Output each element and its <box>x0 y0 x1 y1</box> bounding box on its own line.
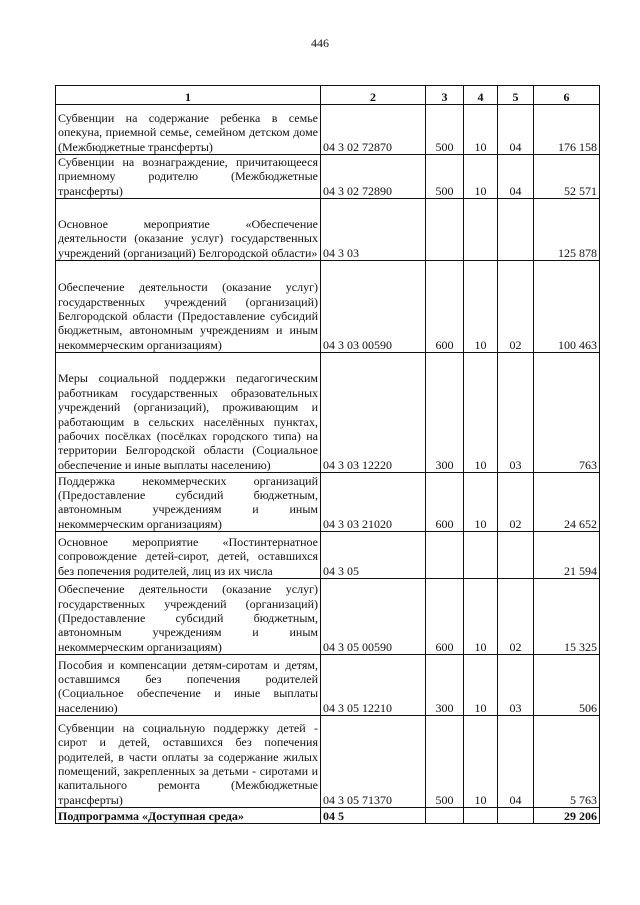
row-name: Основное мероприятие «Обеспечение деятельности (оказание услуг) государственных учреждений (организаций) Белгородской области» <box>56 199 321 261</box>
row-amount: 24 652 <box>534 473 600 532</box>
subprogram-col-5 <box>498 808 534 824</box>
page-number: 446 <box>311 36 329 50</box>
row-col-5: 03 <box>498 655 534 716</box>
subprogram-name: Подпрограмма «Доступная среда» <box>56 808 321 824</box>
table-row <box>56 353 600 473</box>
header-col-2: 2 <box>321 86 426 105</box>
row-col-4: 10 <box>464 716 498 808</box>
row-amount: 52 571 <box>534 155 600 199</box>
row-amount: 5 763 <box>534 716 600 808</box>
row-amount: 21 594 <box>534 532 600 579</box>
row-col-3: 300 <box>426 353 464 473</box>
row-col-5: 04 <box>498 716 534 808</box>
row-code: 04 3 03 12220 <box>321 353 426 473</box>
row-col-4 <box>464 199 498 261</box>
row-col-5: 02 <box>498 261 534 353</box>
row-code: 04 3 05 12210 <box>321 655 426 716</box>
row-col-3 <box>426 199 464 261</box>
row-col-3: 600 <box>426 261 464 353</box>
row-col-4: 10 <box>464 155 498 199</box>
row-amount: 506 <box>534 655 600 716</box>
table-header-row <box>56 86 600 105</box>
table-row <box>56 473 600 532</box>
header-col-1: 1 <box>56 86 321 105</box>
row-name: Субвенции на социальную поддержку детей - сирот и детей, оставшихся без попечения родителей, в части оплаты за содержание жилых помещений, закрепленных за детьми - сиротами и капитального ремонта (Межбюджетные трансферты) <box>56 716 321 808</box>
row-col-5 <box>498 199 534 261</box>
row-code: 04 3 02 72870 <box>321 105 426 155</box>
table-row <box>56 261 600 353</box>
row-col-4: 10 <box>464 353 498 473</box>
row-col-3: 500 <box>426 105 464 155</box>
header-col-6: 6 <box>534 86 600 105</box>
row-amount: 176 158 <box>534 105 600 155</box>
row-col-4: 10 <box>464 105 498 155</box>
header-col-4: 4 <box>464 86 498 105</box>
row-name: Субвенции на вознаграждение, причитающееся приемному родителю (Межбюджетные трансферты) <box>56 155 321 199</box>
header-col-5: 5 <box>498 86 534 105</box>
row-code: 04 3 03 00590 <box>321 261 426 353</box>
row-name: Обеспечение деятельности (оказание услуг) государственных учреждений (организаций) Белгородской области (Предоставление субсидий бюджетным, автономным учреждениям и иным некоммерческим организациям) <box>56 261 321 353</box>
row-col-3: 600 <box>426 579 464 655</box>
row-col-5: 02 <box>498 473 534 532</box>
budget-table <box>55 85 600 824</box>
header-col-3: 3 <box>426 86 464 105</box>
table-row <box>56 105 600 155</box>
row-col-3 <box>426 532 464 579</box>
row-code: 04 3 05 71370 <box>321 716 426 808</box>
table-row <box>56 155 600 199</box>
row-amount: 100 463 <box>534 261 600 353</box>
row-col-4 <box>464 532 498 579</box>
row-amount: 125 878 <box>534 199 600 261</box>
row-name: Меры социальной поддержки педагогическим работникам государственных образовательных учреждений (организаций), проживающим и работающим в сельских населённых пунктах, рабочих посёлках (посёлках городского типа) на территории Белгородской области (Социальное обеспечение и иные выплаты населению) <box>56 353 321 473</box>
row-name: Обеспечение деятельности (оказание услуг) государственных учреждений (организаций) (Предоставление субсидий бюджетным, автономным учреждениям и иным некоммерческим организациям) <box>56 579 321 655</box>
table-row <box>56 716 600 808</box>
subprogram-total-row <box>56 808 600 824</box>
table-row <box>56 655 600 716</box>
row-code: 04 3 03 21020 <box>321 473 426 532</box>
row-col-5: 03 <box>498 353 534 473</box>
row-col-4: 10 <box>464 579 498 655</box>
row-col-3: 500 <box>426 155 464 199</box>
table-row <box>56 579 600 655</box>
row-name: Пособия и компенсации детям-сиротам и детям, оставшимся без попечения родителей (Социальное обеспечение и иные выплаты населению) <box>56 655 321 716</box>
row-code: 04 3 03 <box>321 199 426 261</box>
row-col-4: 10 <box>464 261 498 353</box>
row-col-5: 04 <box>498 155 534 199</box>
row-col-3: 300 <box>426 655 464 716</box>
table-row <box>56 532 600 579</box>
row-col-4: 10 <box>464 473 498 532</box>
subprogram-col-3 <box>426 808 464 824</box>
subprogram-amount: 29 206 <box>534 808 600 824</box>
row-col-5: 02 <box>498 579 534 655</box>
row-name: Субвенции на содержание ребенка в семье опекуна, приемной семье, семейном детском доме (Межбюджетные трансферты) <box>56 105 321 155</box>
subprogram-col-4 <box>464 808 498 824</box>
row-col-5: 04 <box>498 105 534 155</box>
row-amount: 15 325 <box>534 579 600 655</box>
row-code: 04 3 05 00590 <box>321 579 426 655</box>
row-col-4: 10 <box>464 655 498 716</box>
row-col-5 <box>498 532 534 579</box>
subprogram-code: 04 5 <box>321 808 426 824</box>
row-col-3: 600 <box>426 473 464 532</box>
row-col-3: 500 <box>426 716 464 808</box>
table-row <box>56 199 600 261</box>
row-name: Основное мероприятие «Постинтернатное сопровождение детей-сирот, детей, оставшихся без попечения родителей, лиц из их числа <box>56 532 321 579</box>
row-name: Поддержка некоммерческих организаций (Предоставление субсидий бюджетным, автономным учреждениям и иным некоммерческим организациям) <box>56 473 321 532</box>
row-amount: 763 <box>534 353 600 473</box>
row-code: 04 3 05 <box>321 532 426 579</box>
row-code: 04 3 02 72890 <box>321 155 426 199</box>
